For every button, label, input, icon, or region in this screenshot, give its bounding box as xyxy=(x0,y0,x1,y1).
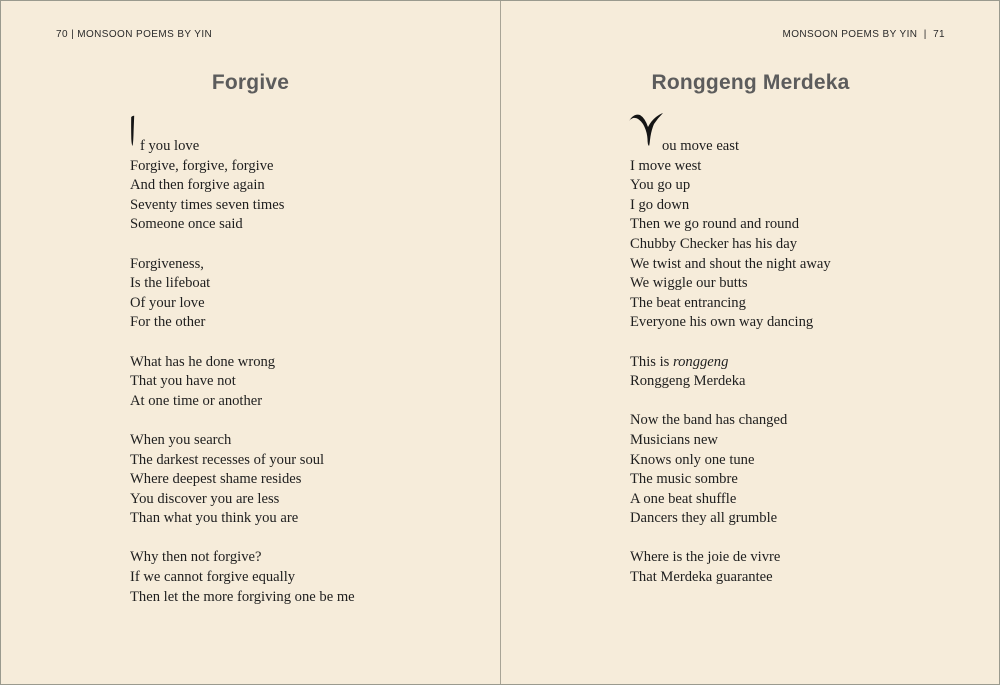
left-page-header: 70 | MONSOON POEMS BY YIN xyxy=(56,29,213,40)
poem-line: A one beat shuffle xyxy=(630,490,737,507)
poem-line: The music sombre xyxy=(630,471,738,488)
right-page xyxy=(501,1,1000,684)
poem-line: For the other xyxy=(130,314,206,331)
left-page xyxy=(1,1,501,684)
poem-line: Ronggeng Merdeka xyxy=(630,373,746,390)
poem-line: Why then not forgive? xyxy=(130,549,262,566)
poem-line: Dancers they all grumble xyxy=(630,510,778,527)
poem-line: Forgiveness, xyxy=(130,255,204,272)
poem-line: Knows only one tune xyxy=(630,451,755,468)
stanza xyxy=(130,353,355,412)
poem-line: And then forgive again xyxy=(130,177,265,194)
stanza xyxy=(130,137,355,235)
poem-line xyxy=(630,353,831,373)
poem-line: You go up xyxy=(630,177,691,194)
poem-ronggeng-merdeka xyxy=(630,137,831,607)
poem-line: I move west xyxy=(630,157,702,174)
stanza xyxy=(130,548,355,607)
poem-forgive xyxy=(130,137,355,627)
poem-line-text: This is xyxy=(630,353,673,370)
poem-line: We twist and shout the night away xyxy=(630,255,831,272)
first-line xyxy=(130,137,355,157)
poem-title-forgive: Forgive xyxy=(211,71,290,94)
poem-title-ronggeng-merdeka: Ronggeng Merdeka xyxy=(651,71,850,94)
stanza xyxy=(130,431,355,529)
poem-line: Where is the joie de vivre xyxy=(630,549,781,566)
stanza xyxy=(630,548,831,587)
poem-line: Then we go round and round xyxy=(630,216,800,233)
dropcap-y-glyph xyxy=(628,111,664,147)
first-line-text: f you love xyxy=(140,138,200,154)
poem-line: Someone once said xyxy=(130,216,243,233)
poem-line: At one time or another xyxy=(130,392,263,409)
poem-line: Forgive, forgive, forgive xyxy=(130,157,274,174)
poem-line: Seventy times seven times xyxy=(130,196,285,213)
poem-line: That you have not xyxy=(130,373,236,390)
right-page-header: MONSOON POEMS BY YIN | 71 xyxy=(782,29,945,40)
italic-word: ronggeng xyxy=(672,353,729,370)
poem-line: If we cannot forgive equally xyxy=(130,569,296,586)
poem-line: Everyone his own way dancing xyxy=(630,314,814,331)
poem-line: We wiggle our butts xyxy=(630,275,748,292)
poem-line: What has he done wrong xyxy=(130,353,276,370)
poem-line: Chubby Checker has his day xyxy=(630,235,797,252)
poem-line: Then let the more forgiving one be me xyxy=(130,588,355,605)
poem-line: Now the band has changed xyxy=(630,412,788,429)
poem-line: The beat entrancing xyxy=(630,294,746,311)
poem-line: Musicians new xyxy=(630,431,718,448)
poem-line: Where deepest shame resides xyxy=(130,471,302,488)
dropcap-i-glyph xyxy=(130,115,135,147)
stanza xyxy=(630,137,831,333)
stanza xyxy=(630,353,831,392)
poem-line: Than what you think you are xyxy=(130,510,299,527)
poem-line: When you search xyxy=(130,431,232,448)
stanza xyxy=(130,255,355,333)
stanza xyxy=(630,411,831,529)
poem-line: I go down xyxy=(630,196,690,213)
poem-line: Of your love xyxy=(130,294,205,311)
poem-line: Is the lifeboat xyxy=(130,275,211,292)
poem-line: You discover you are less xyxy=(130,490,280,507)
first-line-text: ou move east xyxy=(662,138,740,154)
poem-line: That Merdeka guarantee xyxy=(630,569,773,586)
first-line xyxy=(630,137,831,157)
poem-line: The darkest recesses of your soul xyxy=(130,451,325,468)
